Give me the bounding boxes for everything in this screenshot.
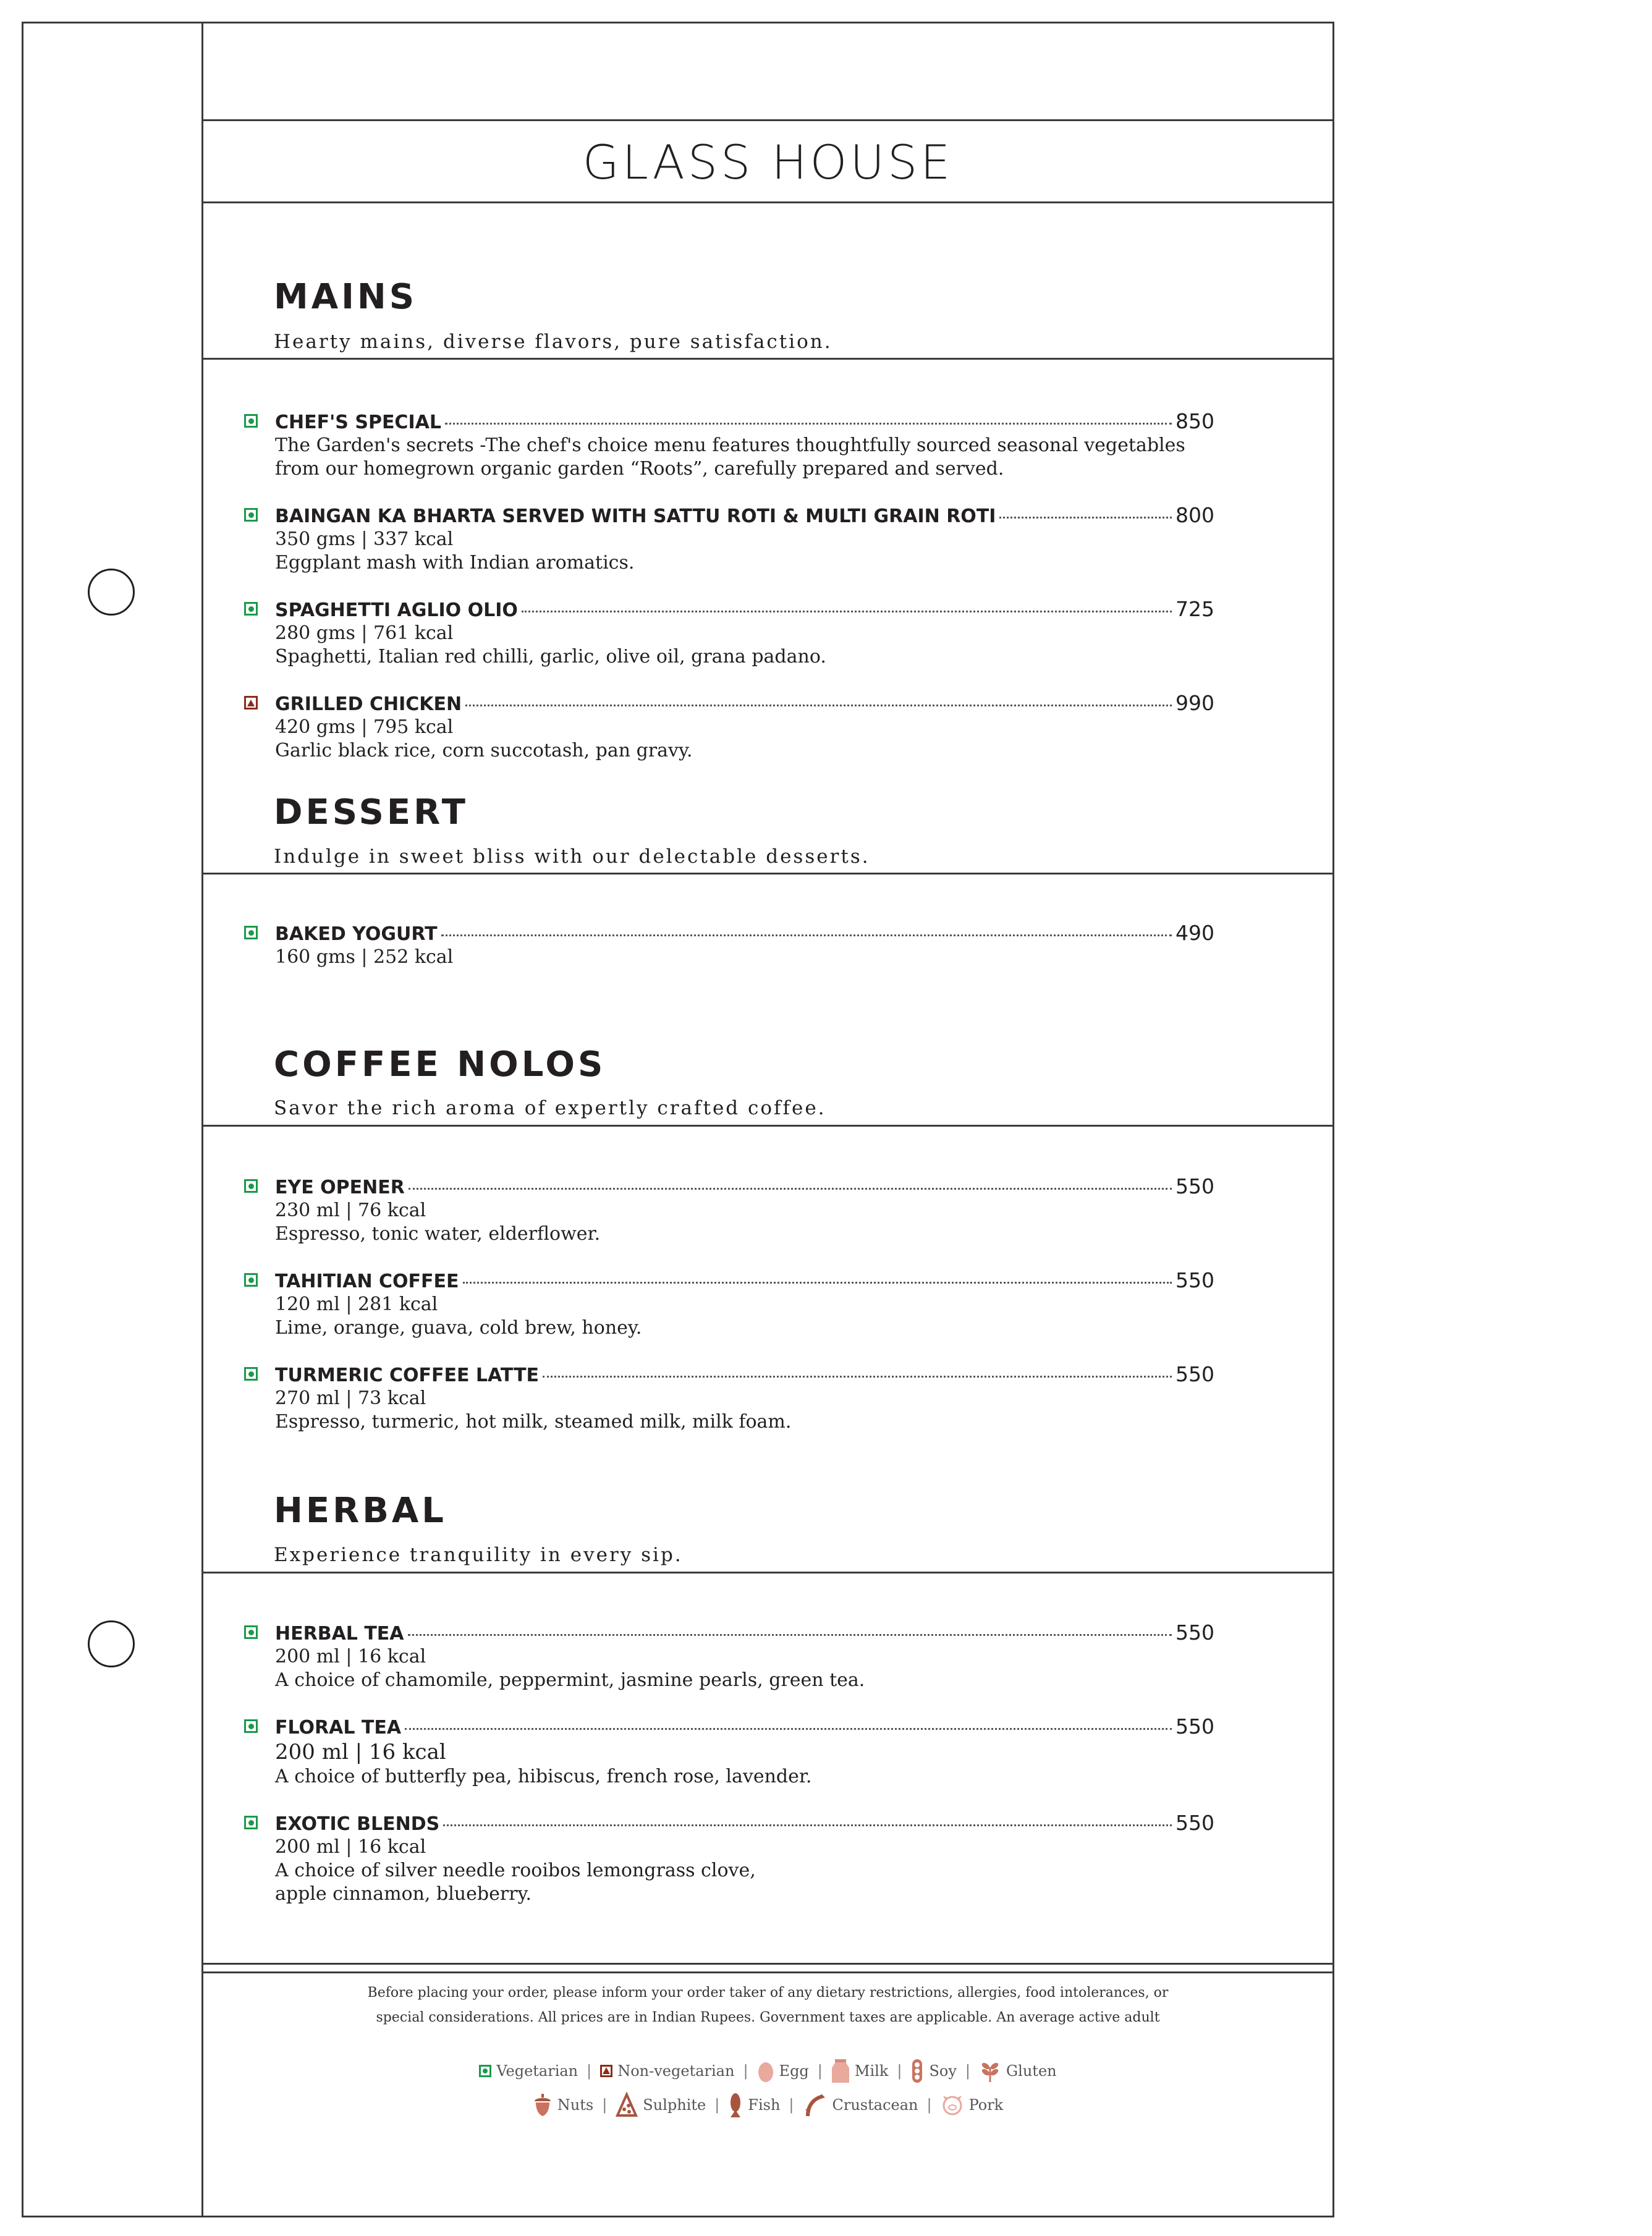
menu-item[interactable] [244, 1174, 1214, 1246]
item-price: 550 [1175, 1174, 1214, 1198]
leader-dots [999, 517, 1172, 519]
item-description: Spaghetti, Italian red chilli, garlic, olive oil, grana padano. [275, 646, 826, 667]
divider [201, 1125, 1334, 1127]
veg-icon [244, 1367, 258, 1381]
legend-nuts [533, 2093, 593, 2117]
legend-crustacean [803, 2091, 918, 2119]
leader-dots [543, 1376, 1172, 1378]
egg-icon [757, 2059, 774, 2083]
legend-label: Non-vegetarian [617, 2062, 735, 2080]
section-title-dessert: DESSERT [274, 792, 468, 832]
legend-milk [831, 2058, 888, 2084]
menu-item[interactable] [244, 1620, 1214, 1692]
item-description: apple cinnamon, blueberry. [275, 1883, 532, 1905]
non-veg-icon [600, 2065, 612, 2077]
veg-icon [244, 926, 258, 939]
legend-sulphite [616, 2092, 706, 2118]
divider [201, 1572, 1334, 1573]
menu-item[interactable] [244, 1714, 1214, 1789]
legend-label: Soy [929, 2062, 957, 2080]
leader-dots [465, 705, 1172, 706]
footer-disclaimer-line-1: Before placing your order, please inform your order taker of any dietary restrictions, allergies, food intolerances, or [367, 1985, 1169, 2001]
item-portion: 200 ml | 16 kcal [275, 1646, 426, 1667]
item-name: FLORAL TEA [275, 1717, 402, 1738]
pork-icon [941, 2094, 964, 2115]
divider [201, 1963, 1334, 1965]
fish-icon [728, 2091, 743, 2119]
veg-icon [244, 1816, 258, 1829]
menu-item[interactable] [244, 1811, 1214, 1906]
item-name: HERBAL TEA [275, 1623, 404, 1645]
item-description: Espresso, turmeric, hot milk, steamed milk, milk foam. [275, 1411, 792, 1433]
veg-icon [244, 414, 258, 428]
item-portion: 350 gms | 337 kcal [275, 528, 454, 550]
item-price: 550 [1175, 1714, 1214, 1738]
menu-item[interactable] [244, 597, 1214, 669]
item-name: BAKED YOGURT [275, 923, 438, 945]
item-description: A choice of silver needle rooibos lemongrass clove, [275, 1860, 756, 1881]
item-portion: 420 gms | 795 kcal [275, 716, 454, 738]
item-portion: 160 gms | 252 kcal [275, 946, 454, 968]
item-price: 800 [1175, 503, 1214, 527]
menu-item[interactable] [244, 691, 1214, 763]
legend-label: Crustacean [832, 2096, 918, 2114]
leader-dots [441, 934, 1172, 936]
sulphite-icon [616, 2092, 638, 2118]
legend-label: Milk [854, 2062, 889, 2080]
divider [201, 873, 1334, 874]
legend-pork [941, 2094, 1004, 2115]
item-name: BAINGAN KA BHARTA SERVED WITH SATTU ROTI & MULTI GRAIN ROTI [275, 506, 996, 527]
section-subtitle-herbal: Experience tranquility in every sip. [274, 1544, 683, 1566]
item-description: Eggplant mash with Indian aromatics. [275, 552, 635, 574]
legend-label: Pork [968, 2096, 1004, 2114]
veg-icon [244, 602, 258, 616]
legend-gluten [979, 2059, 1057, 2083]
item-portion: 270 ml | 73 kcal [275, 1387, 426, 1409]
item-price: 550 [1175, 1620, 1214, 1645]
item-price: 850 [1175, 409, 1214, 433]
crustacean-icon [803, 2091, 828, 2119]
binder-hole [88, 1620, 135, 1667]
nuts-icon [533, 2093, 553, 2117]
item-description: Lime, orange, guava, cold brew, honey. [275, 1317, 642, 1339]
gluten-icon [979, 2059, 1001, 2083]
legend-fish [728, 2091, 780, 2119]
menu-item[interactable] [244, 921, 1214, 969]
item-portion: 200 ml | 16 kcal [275, 1740, 446, 1764]
veg-icon [244, 1625, 258, 1639]
footer-disclaimer-line-2: special considerations. All prices are in Indian Rupees. Government taxes are applicable. An average active adult [376, 2010, 1160, 2025]
milk-icon [831, 2058, 850, 2084]
section-title-mains: MAINS [274, 277, 418, 317]
legend-label: Nuts [557, 2096, 594, 2114]
leader-dots [408, 1634, 1172, 1636]
soy-icon [910, 2058, 924, 2084]
item-description: A choice of chamomile, peppermint, jasmine pearls, green tea. [275, 1669, 865, 1691]
leader-dots [463, 1282, 1172, 1284]
item-price: 490 [1175, 921, 1214, 945]
item-price: 550 [1175, 1362, 1214, 1386]
legend-row-2: Nuts | Sulphite | Fish | Crustacean | Pork [201, 2091, 1334, 2119]
item-price: 550 [1175, 1268, 1214, 1292]
non-veg-icon [244, 696, 258, 709]
section-subtitle-coffee: Savor the rich aroma of expertly crafted coffee. [274, 1097, 826, 1119]
leader-dots [522, 611, 1172, 612]
section-title-coffee: COFFEE NOLOS [274, 1044, 606, 1085]
item-portion: 280 gms | 761 kcal [275, 622, 454, 644]
item-name: EXOTIC BLENDS [275, 1813, 440, 1835]
veg-icon [244, 1719, 258, 1733]
item-description: Espresso, tonic water, elderflower. [275, 1223, 601, 1245]
item-description: from our homegrown organic garden “Roots”, carefully prepared and served. [275, 458, 1004, 480]
menu-item[interactable] [244, 1362, 1214, 1434]
legend-label: Sulphite [643, 2096, 706, 2114]
item-portion: 200 ml | 16 kcal [275, 1836, 426, 1858]
section-subtitle-dessert: Indulge in sweet bliss with our delectable desserts. [274, 845, 870, 868]
legend-soy [910, 2058, 956, 2084]
legend-non-vegetarian [600, 2062, 734, 2080]
binder-hole [88, 569, 135, 616]
item-portion: 120 ml | 281 kcal [275, 1294, 438, 1315]
section-title-herbal: HERBAL [274, 1491, 447, 1531]
legend-label: Egg [779, 2062, 809, 2080]
divider [201, 358, 1334, 360]
leader-dots [409, 1188, 1172, 1190]
item-name: CHEF'S SPECIAL [275, 412, 441, 433]
divider [201, 1971, 1334, 1973]
item-name: TURMERIC COFFEE LATTE [275, 1365, 540, 1386]
item-description: A choice of butterfly pea, hibiscus, french rose, lavender. [275, 1766, 812, 1787]
item-price: 990 [1175, 691, 1214, 715]
item-price: 725 [1175, 597, 1214, 621]
item-portion: 230 ml | 76 kcal [275, 1200, 426, 1221]
veg-icon [244, 508, 258, 522]
menu-item[interactable] [244, 1268, 1214, 1340]
item-name: TAHITIAN COFFEE [275, 1271, 459, 1292]
item-description: Garlic black rice, corn succotash, pan gravy. [275, 740, 693, 761]
item-name: SPAGHETTI AGLIO OLIO [275, 599, 518, 621]
brand-logo: GLASS HOUSE [582, 134, 954, 190]
veg-icon [244, 1179, 258, 1193]
leader-dots [443, 1824, 1172, 1826]
item-description: The Garden's secrets -The chef's choice menu features thoughtfully sourced seasonal vegetables [275, 434, 1185, 456]
legend-label: Vegetarian [496, 2062, 578, 2080]
legend-egg [757, 2059, 809, 2083]
leader-dots [405, 1728, 1172, 1730]
item-name: GRILLED CHICKEN [275, 693, 462, 715]
legend-row-1: Vegetarian | Non-vegetarian | Egg | Milk | Soy | Gluten [201, 2058, 1334, 2084]
item-price: 550 [1175, 1811, 1214, 1835]
legend-label: Gluten [1006, 2062, 1057, 2080]
veg-icon [479, 2065, 491, 2077]
menu-item[interactable] [244, 409, 1214, 481]
legend-vegetarian [479, 2062, 578, 2080]
menu-item[interactable] [244, 503, 1214, 575]
item-name: EYE OPENER [275, 1177, 405, 1198]
veg-icon [244, 1273, 258, 1287]
leader-dots [445, 423, 1172, 425]
section-subtitle-mains: Hearty mains, diverse flavors, pure satisfaction. [274, 331, 832, 353]
legend-label: Fish [748, 2096, 781, 2114]
